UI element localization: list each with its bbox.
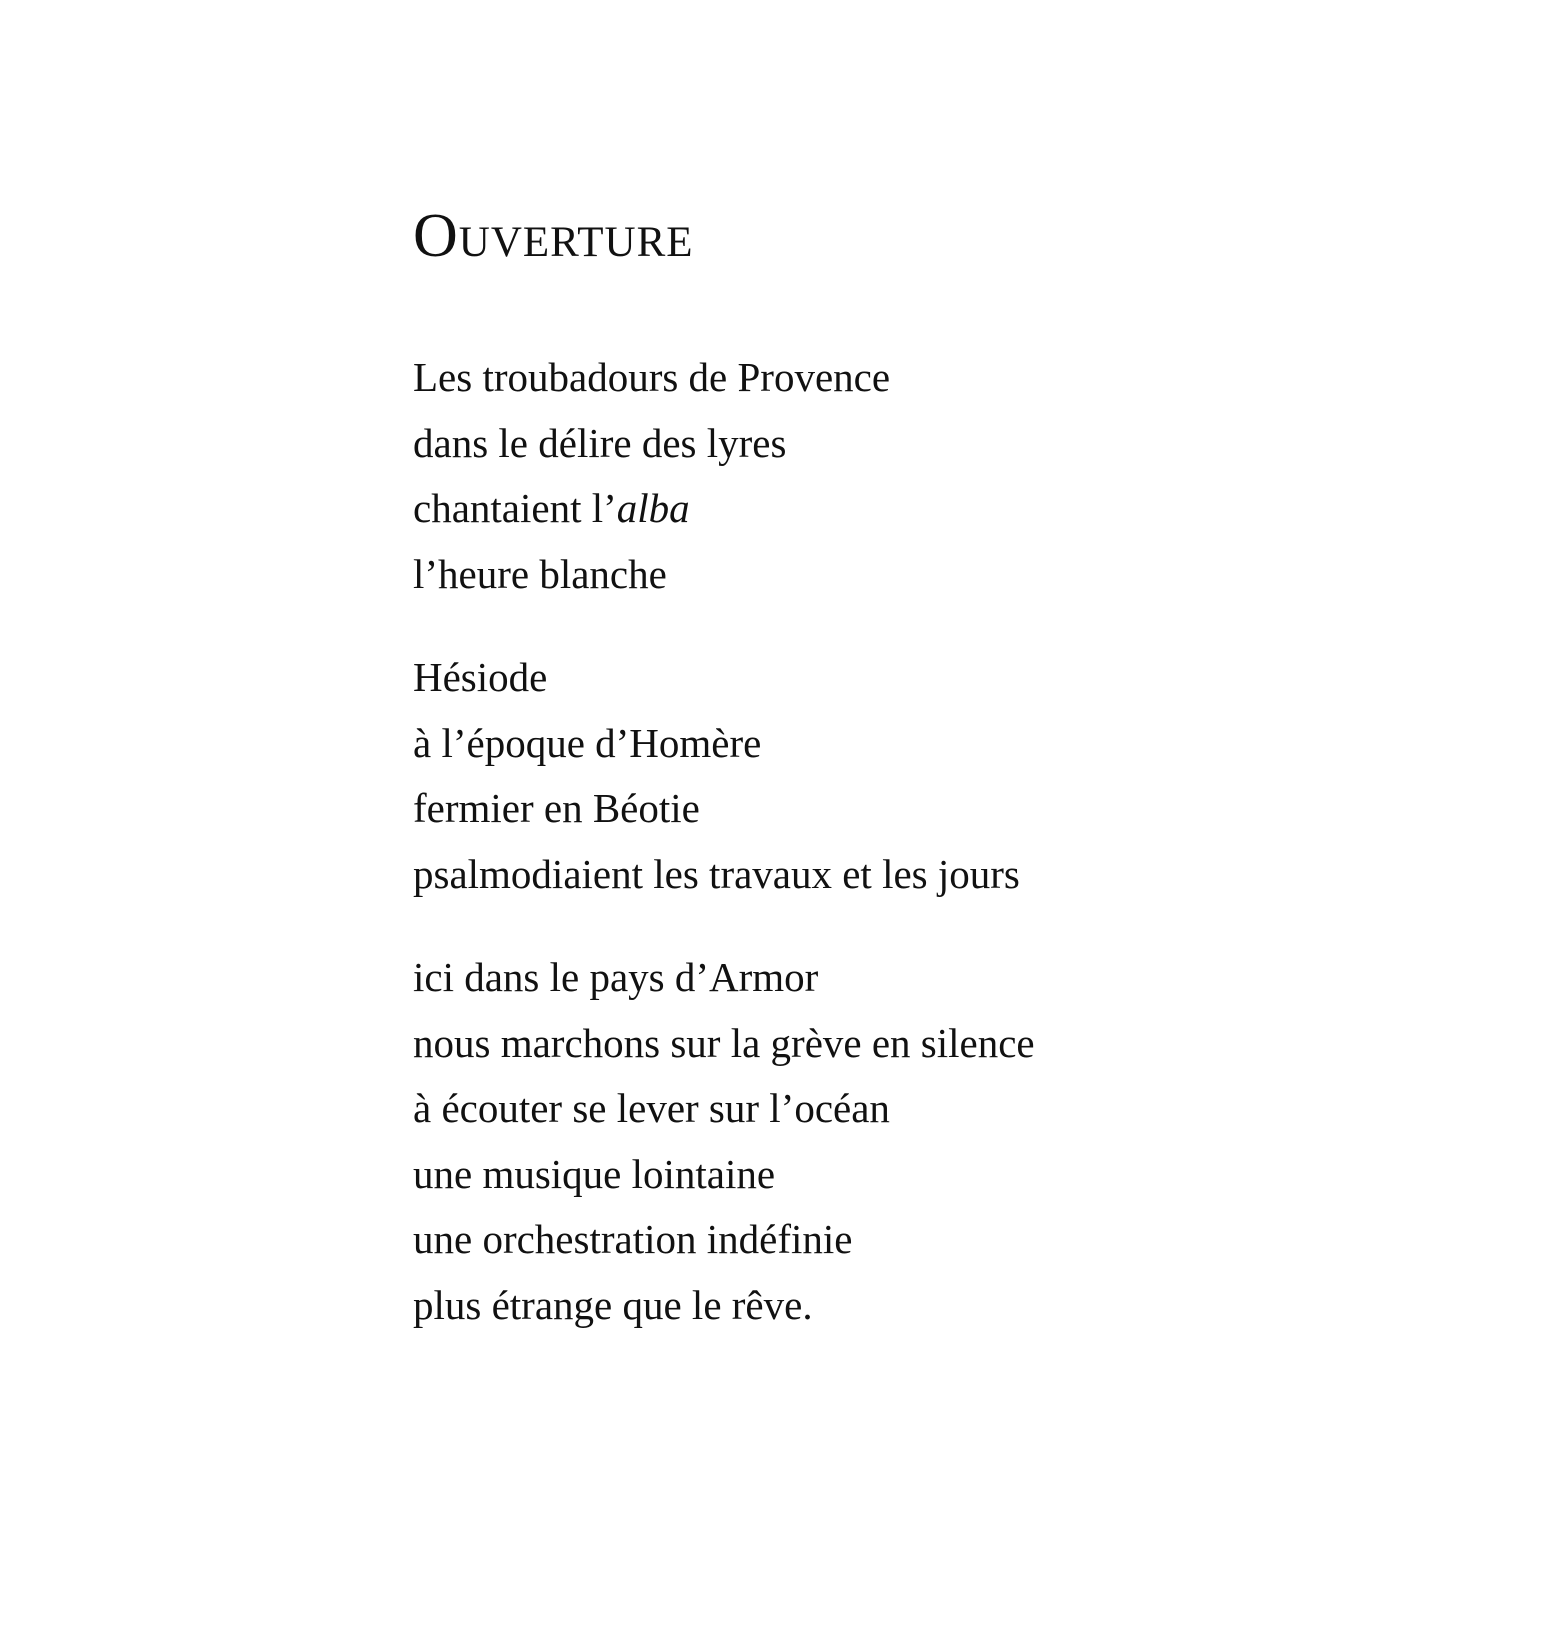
verse-line: plus étrange que le rêve. (413, 1281, 813, 1328)
verse-line: dans le délire des lyres (413, 419, 787, 466)
verse-line-with-italic (413, 476, 890, 542)
verse-line: une musique lointaine (413, 1150, 776, 1197)
verse-line: Les troubadours de Provence (413, 354, 891, 400)
italic-word-alba: alba (616, 485, 690, 531)
verse-line: Hésiode (413, 654, 548, 700)
stanza-1 (413, 345, 890, 607)
stanza-2 (413, 645, 1020, 907)
verse-line: psalmodiaient les travaux et les jours (413, 850, 1020, 897)
poem-title: Ouverture (413, 202, 694, 270)
verse-line-prefix: chantaient l’ (413, 485, 617, 531)
stanza-3 (413, 945, 1035, 1338)
verse-line: ici dans le pays d’Armor (413, 954, 819, 1000)
verse-line: nous marchons sur la grève en silence (413, 1019, 1035, 1066)
verse-line: à écouter se lever sur l’océan (413, 1085, 890, 1131)
verse-line: l’heure blanche (413, 550, 667, 597)
verse-line: fermier en Béotie (413, 785, 700, 831)
verse-line: une orchestration indéfinie (413, 1216, 853, 1262)
verse-line: à l’époque d’Homère (413, 719, 762, 766)
